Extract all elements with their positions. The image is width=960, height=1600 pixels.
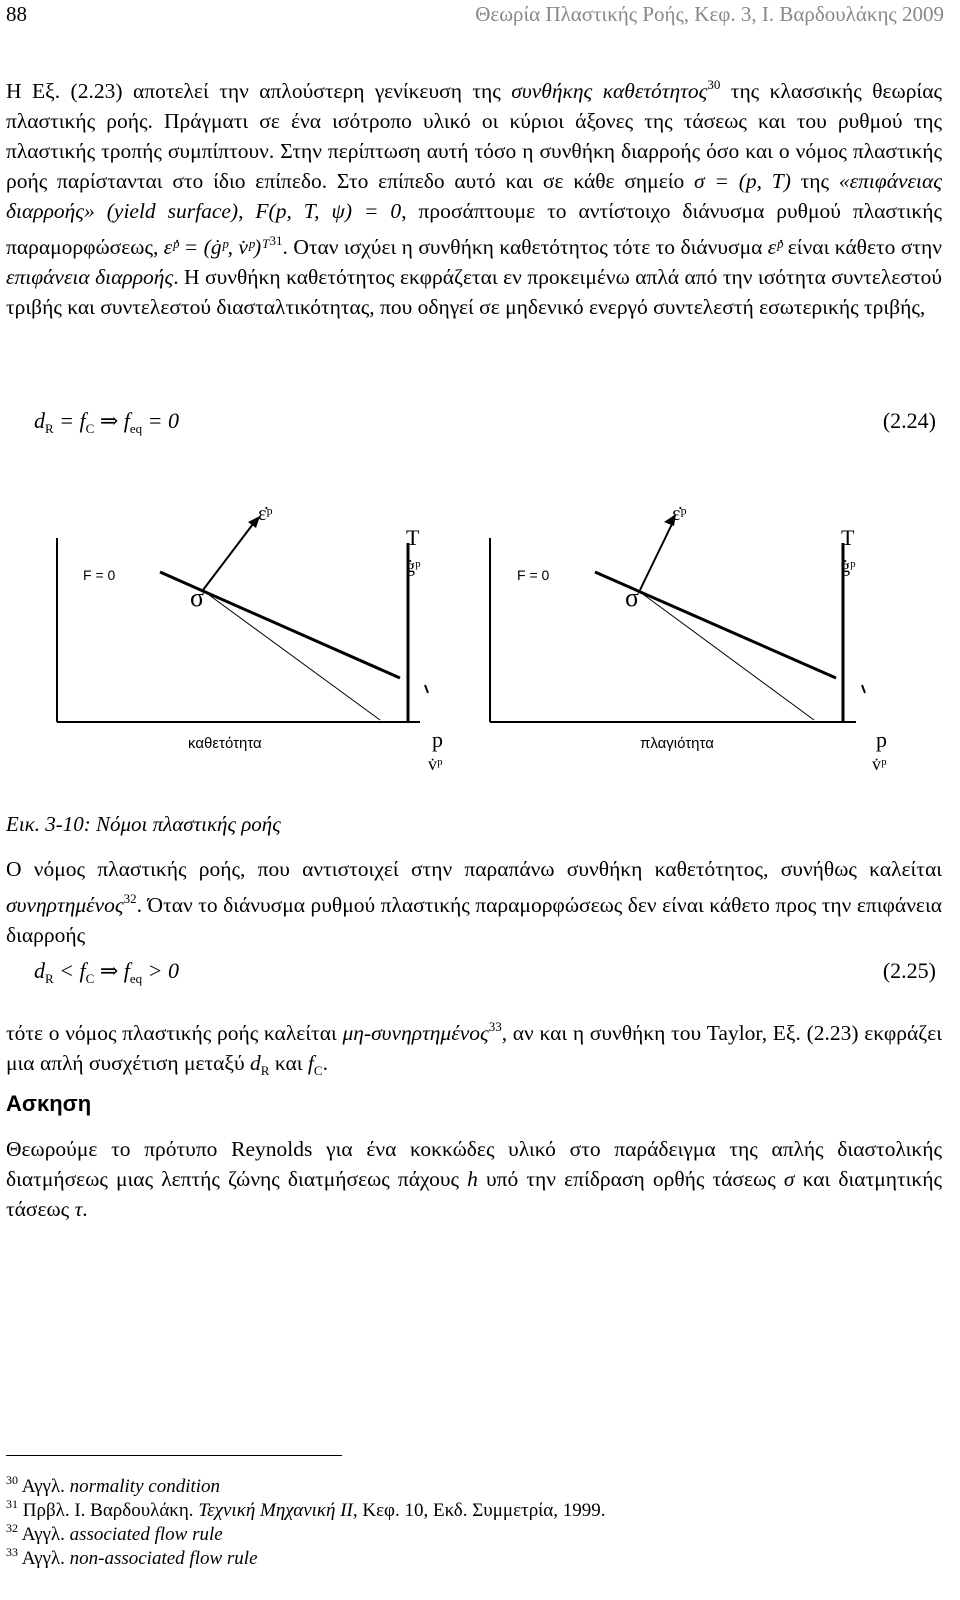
- footnote-ref-32[interactable]: 32: [123, 891, 137, 906]
- equation-2-24: [6, 408, 936, 442]
- footnote-31: $^{31}$ Πρβλ. Ι. Βαρδουλάκη. Τεχνική Μηχανική ΙΙ, Κεφ. 10, Εκδ. Συμμετρία, 1999.: [6, 1497, 606, 1521]
- normality-label: καθετότητα: [188, 735, 262, 752]
- footnote-30: $^{30}$ Αγγλ. normality condition: [6, 1473, 221, 1497]
- axis-gp-label: ġᵖ: [406, 556, 421, 576]
- paragraph-non-associated: τότε ο νόμος πλαστικής ροής καλείται μη-συνηρτημένος$^{33}$, αν και η συνθήκη του Taylor, Εξ. (2.23) εκφράζει μια απλή συσχέτιση μεταξύ $d_R$ και $f_C$.: [6, 1019, 943, 1078]
- plastic-strain-rate-label: ε̇ᵖ: [672, 503, 687, 525]
- axis-T-label: T: [841, 525, 855, 550]
- yield-function-label: F = 0: [83, 567, 116, 583]
- axis-p-label: p: [432, 727, 443, 752]
- yield-function-label: F = 0: [517, 567, 550, 583]
- figure-panel-non-normality: [490, 503, 887, 774]
- equation-2-25: [6, 958, 936, 992]
- running-title: Θεωρία Πλαστικής Ροής, Κεφ. 3, Ι. Βαρδουλάκης 2009: [475, 2, 944, 26]
- paragraph-normality: Η Εξ. (2.23) αποτελεί την απλούστερη γενίκευση της συνθήκης καθετότητος$^{30}$ της κλασσικής θεωρίας πλαστικής ροής. Πράγματι σε ένα ισότροπο υλικό οι κύριοι άξονες της τάσεως και του ρυθμού της πλαστικής τροπής συμπίπτουν. Στην περίπτωση αυτή τόσο η συνθήκη διαρροής όσο και ο νόμος πλαστικής ροής παρίστανται στο ίδιο επίπεδο. Στο επίπεδο αυτό και σε κάθε σημείο σ = (p, T) της «επιφάνειας διαρροής» (yield surface), F(p, T, ψ) = 0, προσάπτουμε το αντίστοιχο διάνυσμα ρυθμού πλαστικής παραμορφώσεως, ε̇ᵖ = (ġᵖ, v̇ᵖ)ᵀ$^{31}$. Οταν ισχύει η συνθήκη καθετότητος τότε το διάνυσμα ε̇ᵖ είναι κάθετο στην επιφάνεια διαρροής. Η συνθήκη καθετότητος εκφράζεται εν προκειμένω απλά από την ισότητα συντελεστού τριβής και συντελεστού διασταλτικότητας, που οδηγεί σε μηδενικό ενεργό συντελεστή εσωτερικής τριβής,: [6, 77, 943, 319]
- axis-vp-label: v̇ᵖ: [872, 754, 887, 774]
- equation-2-24-body: $d_R = f_C$ ⇒ $f_{eq} = 0$: [34, 408, 179, 436]
- page-header: [6, 0, 944, 30]
- footnote-ref-33[interactable]: 33: [488, 1019, 502, 1034]
- footnote-ref-31[interactable]: 31: [269, 233, 283, 248]
- flow-rule-figure: [0, 490, 960, 790]
- yield-surface-formula: F(p, T, ψ) = 0: [243, 199, 402, 223]
- exercise-heading: Ασκηση: [6, 1091, 92, 1116]
- non-normality-label: πλαγιότητα: [640, 735, 714, 752]
- page-number: 88: [6, 2, 27, 26]
- plastic-strain-rate-label: ε̇ᵖ: [258, 503, 273, 525]
- equation-2-25-body: $d_R < f_C$ ⇒ $f_{eq} > 0$: [34, 958, 179, 986]
- axis-T-label: T: [406, 525, 420, 550]
- footnote-33: $^{33}$ Αγγλ. non-associated flow rule: [6, 1545, 258, 1569]
- axis-gp-label: ġᵖ: [841, 556, 856, 576]
- axis-p-label: p: [876, 727, 887, 752]
- yield-point-formula: σ = (p, T): [694, 169, 791, 193]
- figure-panel-normality: [57, 503, 443, 774]
- axis-vp-label: v̇ᵖ: [428, 754, 443, 774]
- plastic-rate-vector-formula: ε̇ᵖ = (ġᵖ, v̇ᵖ)ᵀ: [163, 235, 270, 259]
- plastic-rate-symbol: ε̇ᵖ: [767, 235, 783, 259]
- figure-caption: Εικ. 3-10: Νόμοι πλαστικής ροής: [6, 812, 281, 836]
- footnote-ref-30[interactable]: 30: [707, 77, 721, 92]
- footnote-separator: [6, 1455, 342, 1456]
- footnote-32: $^{32}$ Αγγλ. associated flow rule: [6, 1521, 223, 1545]
- paragraph-exercise: Θεωρούμε το πρότυπο Reynolds για ένα κοκκώδες υλικό στο παράδειγμα της απλής διαστολικής διατμήσεως μιας λεπτής ζώνης διατμήσεως πάχους h υπό την επίδραση ορθής τάσεως σ και διατμητικής τάσεως τ.: [6, 1137, 942, 1221]
- stress-point-label: σ: [625, 583, 640, 612]
- paragraph-associated: Ο νόμος πλαστικής ροής, που αντιστοιχεί στην παραπάνω συνθήκη καθετότητος, συνήθως καλείται συνηρτημένος$^{32}$. Όταν το διάνυσμα ρυθμού πλαστικής παραμορφώσεως δεν είναι κάθετο προς την επιφάνεια διαρροής: [6, 857, 942, 947]
- equation-2-24-number: (2.24): [882, 408, 936, 433]
- equation-2-25-number: (2.25): [882, 958, 936, 983]
- stress-point-label: σ: [190, 583, 205, 612]
